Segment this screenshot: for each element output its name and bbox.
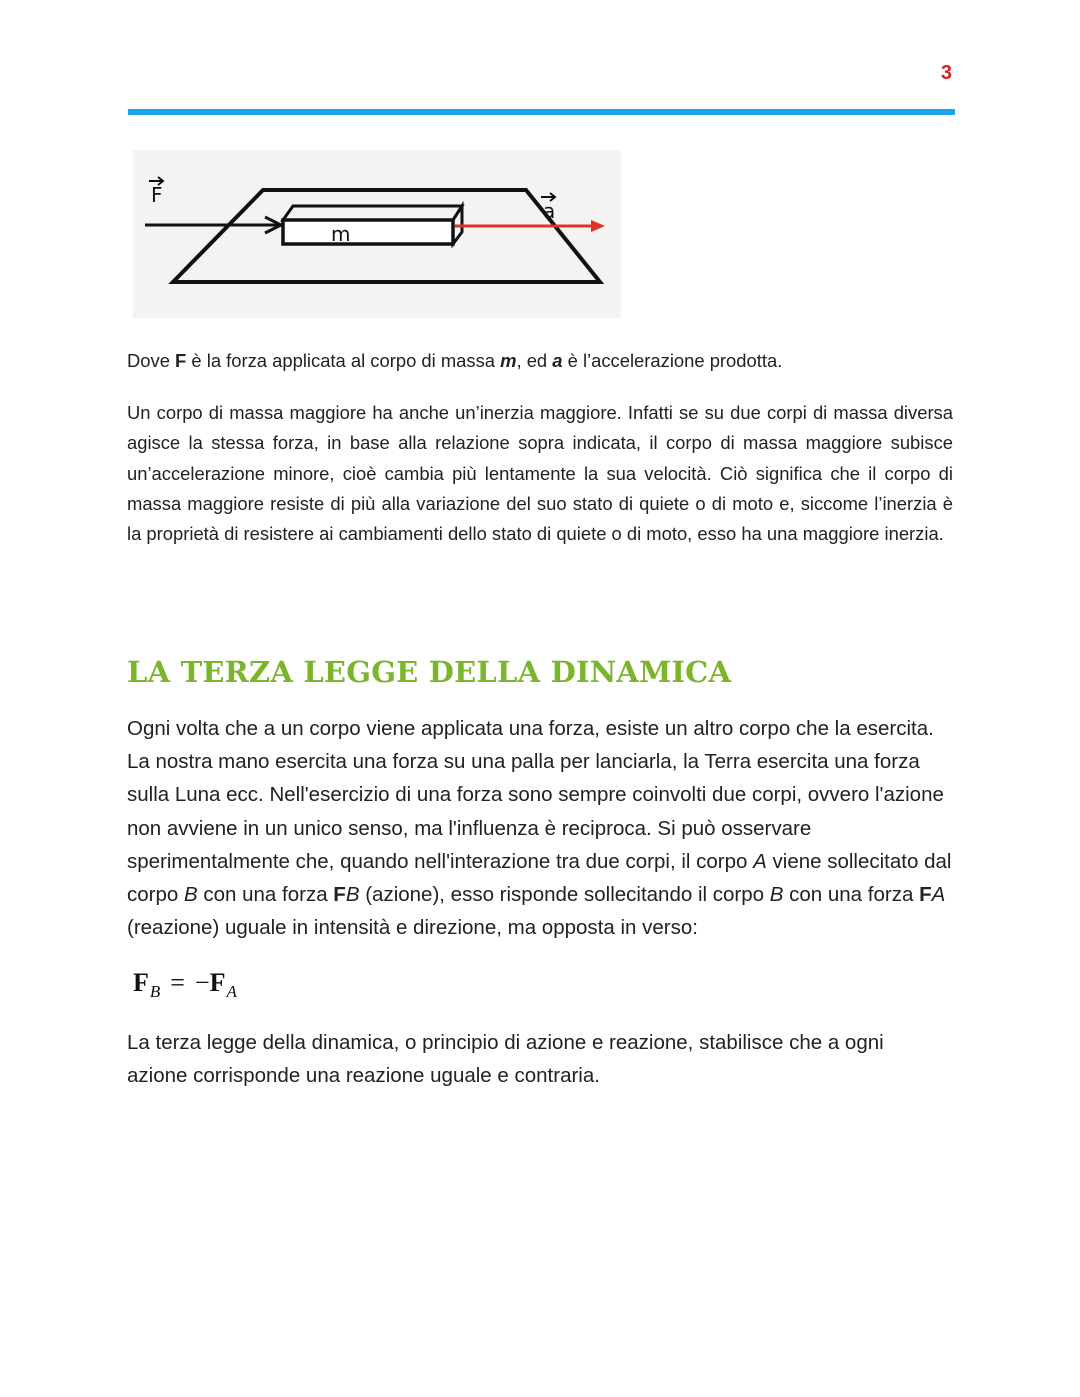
mass-label: m [331,222,351,246]
paragraph-definition: Dove F è la forza applicata al corpo di massa m, ed a è l’accelerazione prodotta. [127,350,783,371]
section-heading: LA TERZA LEGGE DELLA DINAMICA [127,655,732,689]
block [283,220,453,244]
page-number: 3 [940,62,952,84]
force-diagram [133,150,621,318]
acceleration-label: a [543,199,556,223]
force-label: F [151,183,163,207]
equation: $F_B = -F_A$ [133,968,237,1001]
block-top-face [283,206,462,220]
header-rule [128,109,955,115]
paragraph-conclusion: La terza legge della dinamica, o principio di azione e reazione, stabilisce che a ogni azione corrisponde una reazione uguale e contraria. [127,1031,884,1088]
paragraph-third-law: Ogni volta che a un corpo viene applicata una forza, esiste un altro corpo che la esercita. La nostra mano esercita una forza su una palla per lanciarla, la Terra esercita una forza sulla Luna ecc. Nell'esercizio di una forza sono sempre coinvolti due corpi, ovvero l'azione non avviene in un unico senso, ma l'influenza è reciproca. Si può osservare sperimentalmente che, quando nell'interazione tra due corpi, il corpo A viene sollecitato dal corpo B con una forza FB (azione), esso risponde sollecitando il corpo B con una forza FA (reazione) uguale in intensità e direzione, ma opposta in verso: [127,717,952,940]
acceleration-arrow-head [591,220,605,232]
paragraph-inertia: Un corpo di massa maggiore ha anche un’inerzia maggiore. Infatti se su due corpi di massa diversa agisce la stessa forza, in base alla relazione sopra indicata, il corpo di massa maggiore subisce un’accelerazione minore, cioè cambia più lentamente la sua velocità. Ciò significa che il corpo di massa maggiore resiste di più alla variazione del suo stato di quiete o di moto e, siccome l’inerzia è la proprietà di resistere ai cambiamenti dello stato di quiete o di moto, esso ha una maggiore inerzia. [127,402,953,545]
